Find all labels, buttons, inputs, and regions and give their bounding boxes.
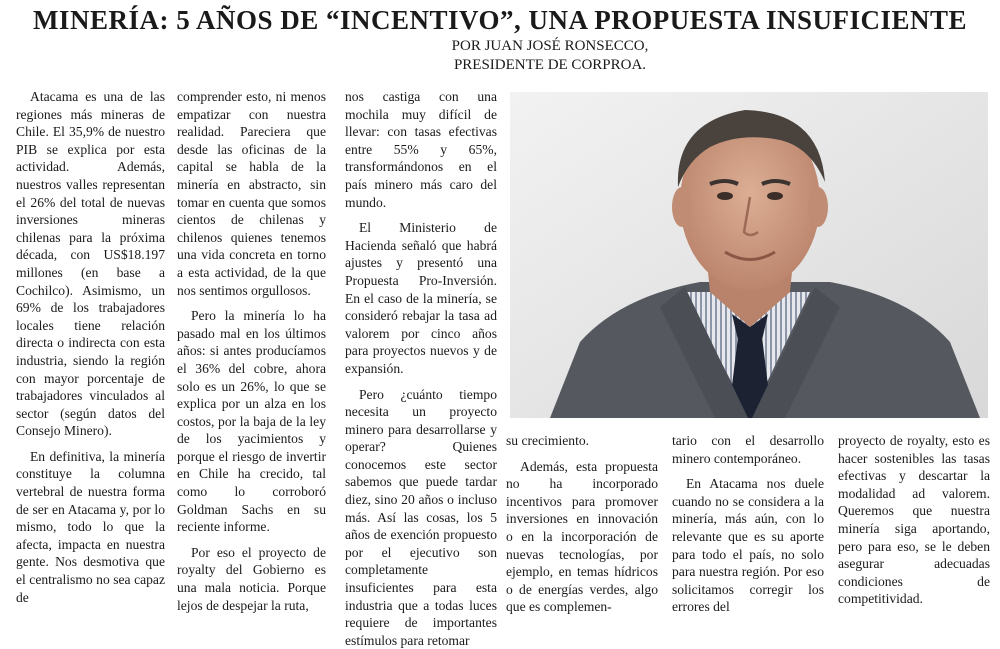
paragraph: comprender esto, ni menos empatizar con nuestra realidad. Pareciera que desde las oficinas de la capital se habla de la minería en abstracto, sin tomar en cuenta que somos cientos de chilenas y chilenos quienes tenemos una vida concreta en torno a esta actividad, de la que nos sentimos orgullosos. <box>177 88 326 299</box>
portrait-photo-icon <box>510 92 988 418</box>
paragraph: tario con el desarrollo minero contemporáneo. <box>672 432 824 467</box>
paragraph: su crecimiento. <box>506 432 658 450</box>
paragraph: El Ministerio de Hacienda señaló que habrá ajustes y presentó una Propuesta Pro-Inversión. En el caso de la minería, se consideró rebajar la tasa ad valorem por cinco años para proyectos nuevos y de expansión. <box>345 219 497 377</box>
paragraph: proyecto de royalty, esto es hacer sostenibles las tasas efectivas y descartar la modalidad ad valorem. Queremos que nuestra minería siga aportando, pero para eso, se le deben asegurar adecuadas condiciones de competitividad. <box>838 432 990 608</box>
paragraph: Además, esta propuesta no ha incorporado incentivos para promover inversiones en innovación o en la incorporación de nuevas tecnologías, por ejemplo, en temas hídricos o de energías verdes, algo que es complemen- <box>506 458 658 616</box>
paragraph: Pero ¿cuánto tiempo necesita un proyecto minero para desarrollarse y operar? Quienes conocemos este sector sabemos que puede tardar diez, sino 20 años o incluso más. Así las cosas, los 5 años de exención propuesto por el ejecutivo son completamente insuficientes para esta industria que a todas luces requiere de importantes estímulos para retomar <box>345 386 497 649</box>
paragraph: Atacama es una de las regiones más mineras de Chile. El 35,9% de nuestro PIB se explica por esta actividad. Además, nuestros valles representan el 26% del total de nuevas inversiones mineras chilenas para la próxima década, con US$18.197 millones (en base a Cochilco). Asimismo, un 69% de los trabajadores locales tiene relación directa o indirecta con esta industria, siendo la región con mayor porcentaje de trabajadores vinculados al sector (según datos del Consejo Minero). <box>16 88 165 440</box>
article-headline: MINERÍA: 5 AÑOS DE “INCENTIVO”, UNA PROPUESTA INSUFICIENTE <box>0 4 1000 36</box>
byline-role: PRESIDENTE DE CORPROA. <box>300 56 800 75</box>
byline <box>300 37 800 75</box>
paragraph: nos castiga con una mochila muy difícil de llevar: con tasas efectivas entre 55% y 65%, transformándonos en el país minero más caro del mundo. <box>345 88 497 211</box>
author-portrait-photo <box>510 92 988 418</box>
paragraph: Por eso el proyecto de royalty del Gobierno es una mala noticia. Porque lejos de despejar la ruta, <box>177 544 326 614</box>
article-column-2 <box>177 88 326 616</box>
article-column-4 <box>506 432 658 616</box>
article-column-5 <box>672 432 824 616</box>
paragraph: Pero la minería lo ha pasado mal en los últimos años: si antes producíamos el 36% del cobre, ahora solo es un 26%, lo que se explica por un alza en los costos, por la baja de la ley de los yacimientos y porque el riesgo de invertir en Chile ha crecido, tal como lo corroboró Goldman Sachs en su reciente informe. <box>177 307 326 536</box>
paragraph: En Atacama nos duele cuando no se considera a la minería, más aún, con lo relevante que es su aporte para todo el país, no solo para nuestra región. Por eso solicitamos corregir los errores del <box>672 475 824 616</box>
article-column-3 <box>345 88 497 616</box>
paragraph: En definitiva, la minería constituye la columna vertebral de nuestra forma de ser en Atacama y, por lo mismo, todo lo que la afecta, impacta en nuestra gente. Nos desmotiva que el centralismo no sea capaz de <box>16 448 165 606</box>
byline-author: POR JUAN JOSÉ RONSECCO, <box>300 37 800 56</box>
article-column-1 <box>16 88 165 616</box>
article-column-6 <box>838 432 990 616</box>
